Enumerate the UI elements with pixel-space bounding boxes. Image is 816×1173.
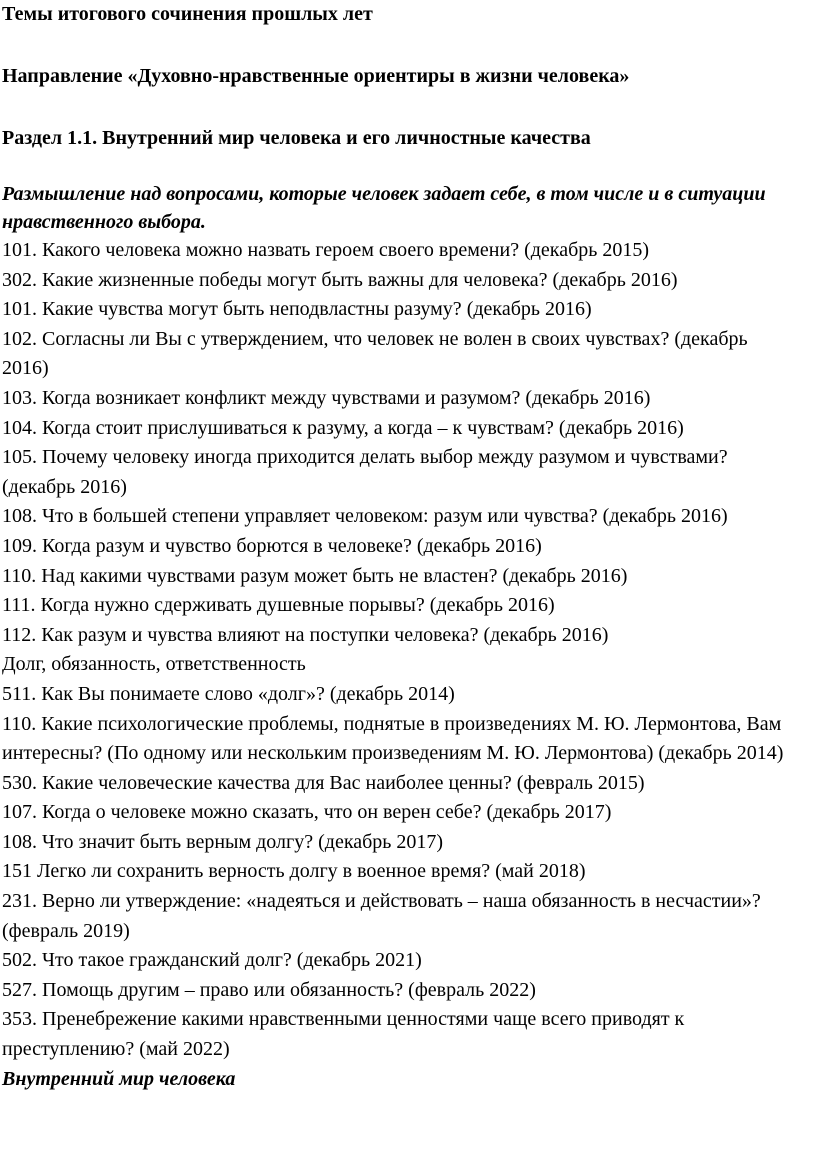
- topic-line: 530. Какие человеческие качества для Вас наиболее ценны? (февраль 2015): [2, 771, 645, 794]
- topic-line: 111. Когда нужно сдерживать душевные порывы? (декабрь 2016): [2, 594, 555, 617]
- direction-heading: Направление «Духовно-нравственные ориентиры в жизни человека»: [2, 65, 630, 87]
- topic-line: 102. Согласны ли Вы с утверждением, что человек не волен в своих чувствах? (декабрь 2016): [2, 327, 748, 380]
- intro-paragraph: Размышление над вопросами, которые человек задает себе, в том числе и в ситуации нравственного выбора.: [2, 183, 766, 233]
- topic-line: 112. Как разум и чувства влияют на поступки человека? (декабрь 2016): [2, 623, 609, 646]
- subsection-heading: Внутренний мир человека: [2, 1067, 236, 1090]
- topic-line: 107. Когда о человеке можно сказать, что он верен себе? (декабрь 2017): [2, 801, 612, 824]
- section-heading: Раздел 1.1. Внутренний мир человека и его личностные качества: [2, 127, 591, 149]
- topic-line: 110. Над какими чувствами разум может быть не властен? (декабрь 2016): [2, 564, 628, 587]
- topic-line: 231. Верно ли утверждение: «надеяться и действовать – наша обязанность в несчастии»? (февраль 2019): [2, 890, 761, 942]
- topic-line: 109. Когда разум и чувство борются в человеке? (декабрь 2016): [2, 534, 542, 557]
- topic-line: 104. Когда стоит прислушиваться к разуму, а когда – к чувствам? (декабрь 2016): [2, 416, 684, 439]
- topic-line: 527. Помощь другим – право или обязанность? (февраль 2022): [2, 978, 536, 1001]
- topic-line: 511. Как Вы понимаете слово «долг»? (декабрь 2014): [2, 682, 455, 705]
- topic-line: 110. Какие психологические проблемы, поднятые в произведениях М. Ю. Лермонтова, Вам интересны? (По одному или нескольким произведениям М. Ю. Лермонтова) (декабрь 2014): [2, 712, 784, 765]
- document-title: Темы итогового сочинения прошлых лет: [2, 3, 373, 25]
- topic-line: 101. Какого человека можно назвать героем своего времени? (декабрь 2015): [2, 239, 650, 261]
- topics-list: [2, 236, 798, 1094]
- topic-line: 353. Пренебрежение какими нравственными ценностями чаще всего приводят к преступлению? (май 2022): [2, 1008, 685, 1061]
- topic-line: 103. Когда возникает конфликт между чувствами и разумом? (декабрь 2016): [2, 386, 651, 409]
- topic-line: 108. Что в большей степени управляет человеком: разум или чувства? (декабрь 2016): [2, 505, 728, 528]
- topic-line: 101. Какие чувства могут быть неподвластны разуму? (декабрь 2016): [2, 298, 592, 321]
- subsection-label: Долг, обязанность, ответственность: [2, 653, 306, 676]
- topic-line: 302. Какие жизненные победы могут быть важны для человека? (декабрь 2016): [2, 268, 678, 291]
- topic-line: 108. Что значит быть верным долгу? (декабрь 2017): [2, 830, 444, 853]
- topic-line: 105. Почему человеку иногда приходится делать выбор между разумом и чувствами? (декабрь 2016): [2, 446, 728, 498]
- topic-line: 151 Легко ли сохранить верность долгу в военное время? (май 2018): [2, 860, 586, 883]
- topic-line: 502. Что такое гражданский долг? (декабрь 2021): [2, 949, 422, 972]
